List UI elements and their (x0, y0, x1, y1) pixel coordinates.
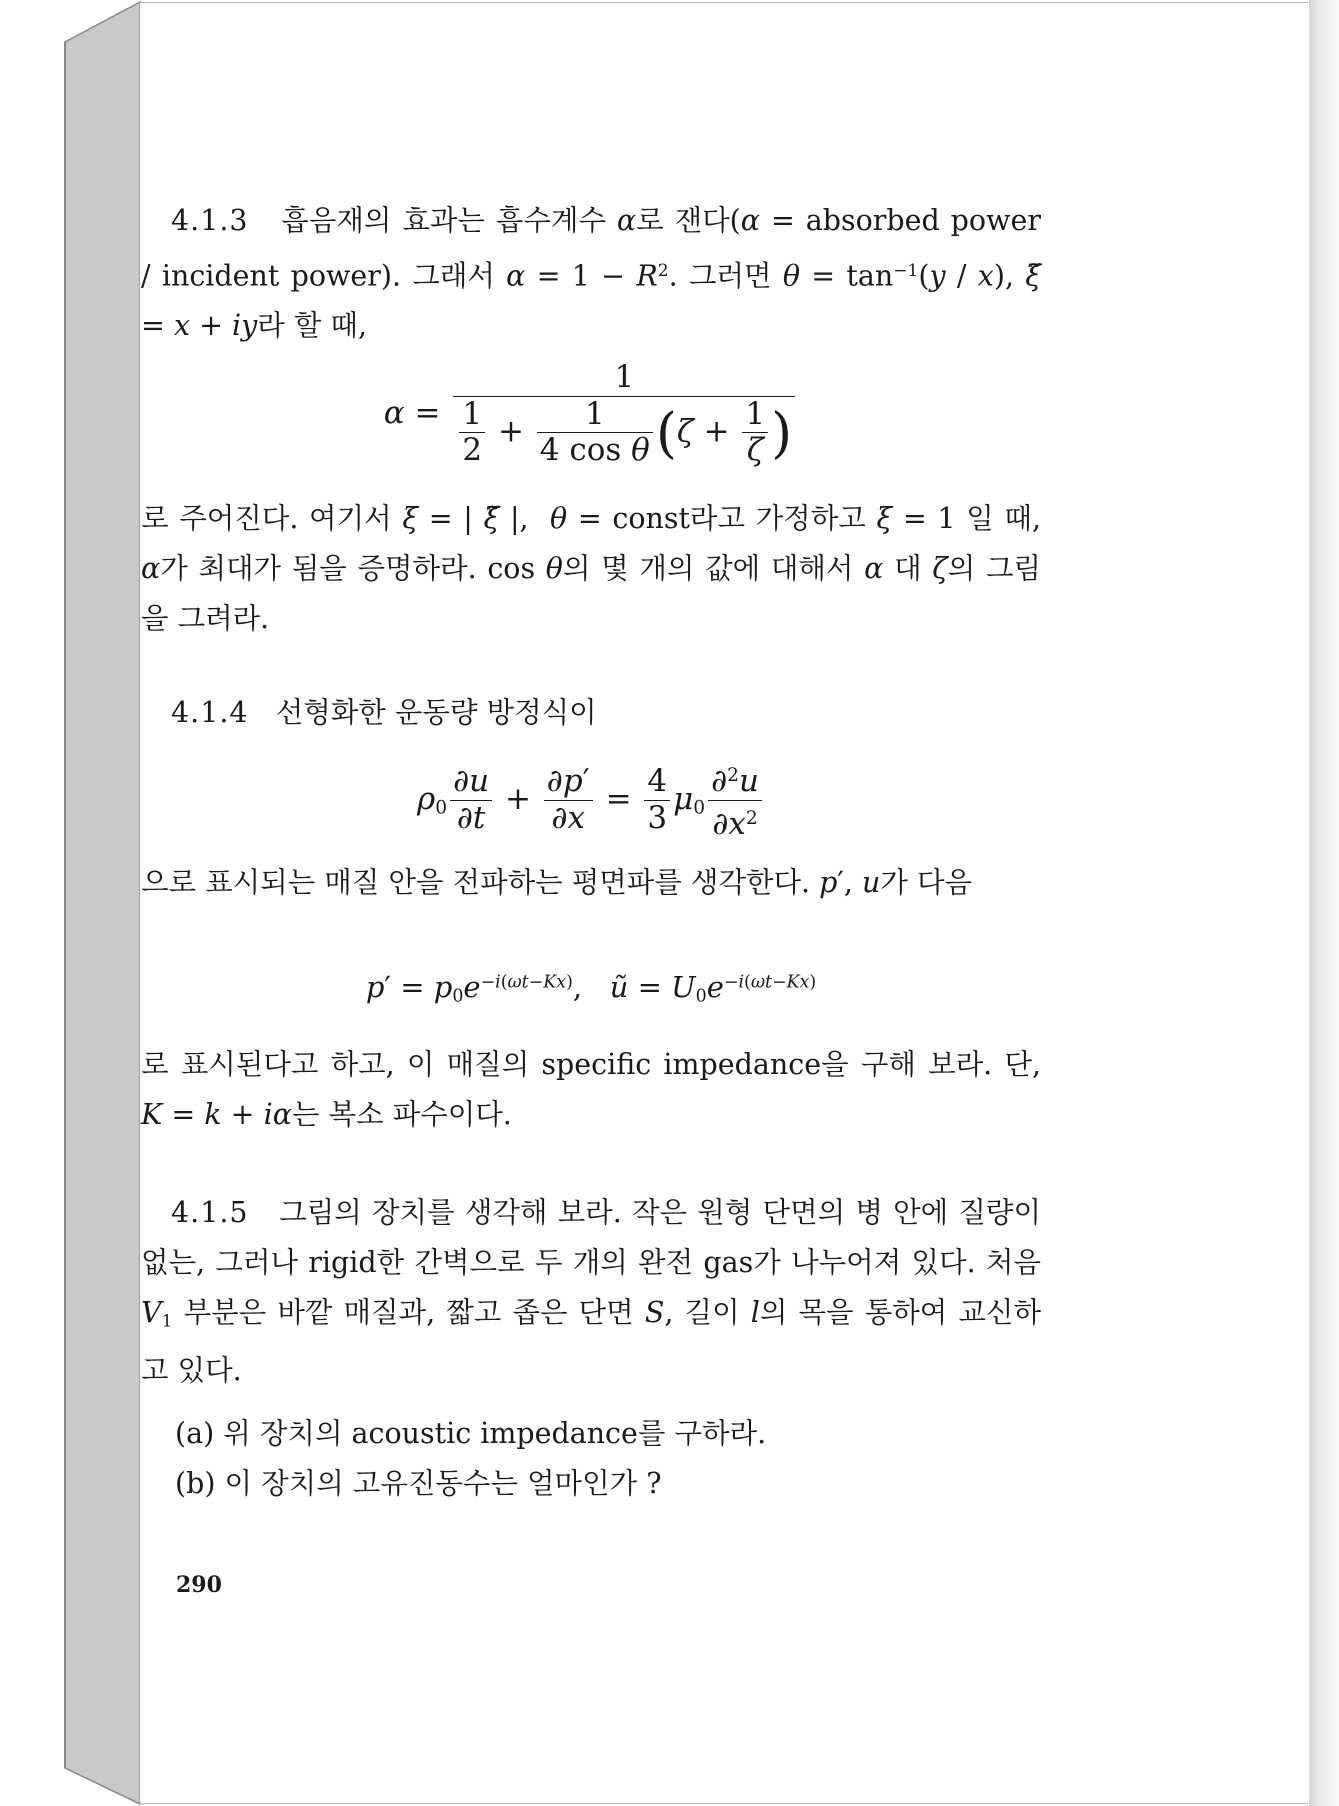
text: 선형화한 운동량 방정식이 (275, 696, 597, 729)
text: 의 그림을 그려라. (141, 552, 1042, 635)
book-spine (0, 0, 145, 1806)
text: , 길이 (664, 1296, 740, 1329)
text: 가 최대가 됨을 증명하라. (160, 552, 477, 585)
text: 로 표시된다고 하고, 이 매질의 specific impedance을 구해 보라. 단, (141, 1048, 1041, 1081)
page-number: 290 (176, 1572, 222, 1598)
text: = const라고 가정하고 (577, 502, 866, 535)
text: 그림의 장치를 생각해 보라. 작은 원형 단면의 병 안에 질량이 없는, 그러나 rigid한 간벽으로 두 개의 완전 gas가 나누어져 있다. 처음 (141, 1196, 1041, 1279)
equation-momentum: $\rho_0$ $\frac{\partial u}{\partial t}$ + $\frac{\partial p'}{\partial x}$ = $\frac{4}{3}$ $\mu_0$ $\frac{\partial^2u}{\partial x^2}$ (141, 758, 1041, 843)
text: 의 목을 통하여 교신하고 있다. (141, 1296, 1041, 1388)
sub-question-b: (b) 이 장치의 고유진동수는 얼마인가 ? (175, 1467, 662, 1500)
equation-plane-wave: $p' = p_0e^{-i(\omega t-Kx)}$, ũ = $U_0e^{-i(\omega t-Kx)}$ (365, 970, 817, 1007)
text: 가 다음 (880, 866, 973, 899)
text: 는 복소 파수이다. (291, 1098, 512, 1131)
problem-number: 4.1.5 (171, 1196, 249, 1229)
text: 의 몇 개의 값에 대해서 (562, 552, 854, 585)
text: 라 할 때, (257, 309, 368, 343)
text: , (1004, 259, 1026, 293)
problem-4-1-4-question: 로 표시된다고 하고, 이 매질의 specific impedance을 구해 보라. 단, K = k + iα는 복소 파수이다. (141, 1048, 1041, 1131)
equation-absorption-coefficient: α = 1 $\frac{1}{2}$ + $\frac{1}{\text{4 cos θ}}$ (ζ + $\frac{1}{\zeta}$ ) (141, 360, 1041, 469)
text: 로 주어진다. 여기서 (141, 502, 392, 535)
fraction: 1 $\frac{1}{2}$ + $\frac{1}{\text{4 cos θ}}$ (ζ + $\frac{1}{\zeta}$ ) (453, 360, 795, 469)
problem-4-1-3-statement: 로 주어진다. 여기서 ξ = | ξ̃ |, θ = const라고 가정하고 ξ = 1 일 때, α가 최대가 됨을 증명하라. cos θ의 몇 개의 값에 대해서 α 대 ζ의 그림을 그려라. (141, 502, 1042, 635)
text: 대 (894, 552, 922, 585)
sub-question-a: (a) 위 장치의 acoustic impedance를 구하라. (175, 1417, 767, 1450)
text: 부분은 바깥 매질과, 짧고 좁은 단면 (183, 1296, 634, 1329)
text: 으로 표시되는 매질 안을 전파하는 평면파를 생각한다. (141, 866, 811, 899)
text: . 그러면 (668, 259, 772, 293)
problem-number: 4.1.4 (171, 696, 249, 729)
text: 흡음재의 효과는 흡수계수 (281, 204, 606, 237)
problem-number: 4.1.3 (171, 204, 249, 237)
page-edge-shadow (1309, 0, 1339, 1806)
text: = absorbed power / incident power). 그래서 (141, 204, 1041, 293)
text: 일 때, (966, 502, 1042, 535)
text: 로 잰다( (636, 204, 741, 237)
problem-4-1-4-heading (141, 688, 1041, 738)
problem-4-1-5-text: 4.1.5 그림의 장치를 생각해 보라. 작은 원형 단면의 병 안에 질량이 없는, 그러나 rigid한 간벽으로 두 개의 완전 gas가 나누어져 있다. 처음 $V_1$ 부분은 바깥 매질과, 짧고 좁은 단면 S, 길이 l의 목을 통하여 교신하고 있다. (141, 1196, 1041, 1388)
problem-4-1-4-text: 으로 표시되는 매질 안을 전파하는 평면파를 생각한다. p′, u가 다음 (141, 866, 973, 899)
problem-4-1-3-intro: 4.1.3 흡음재의 효과는 흡수계수 α로 잰다(α = absorbed power / incident power). 그래서 $\alpha = 1 - R^2$. 그러면 $\theta = \tan^{-1}(y / x)$, ξ̃ = x + iy라 할 때, (141, 204, 1041, 343)
